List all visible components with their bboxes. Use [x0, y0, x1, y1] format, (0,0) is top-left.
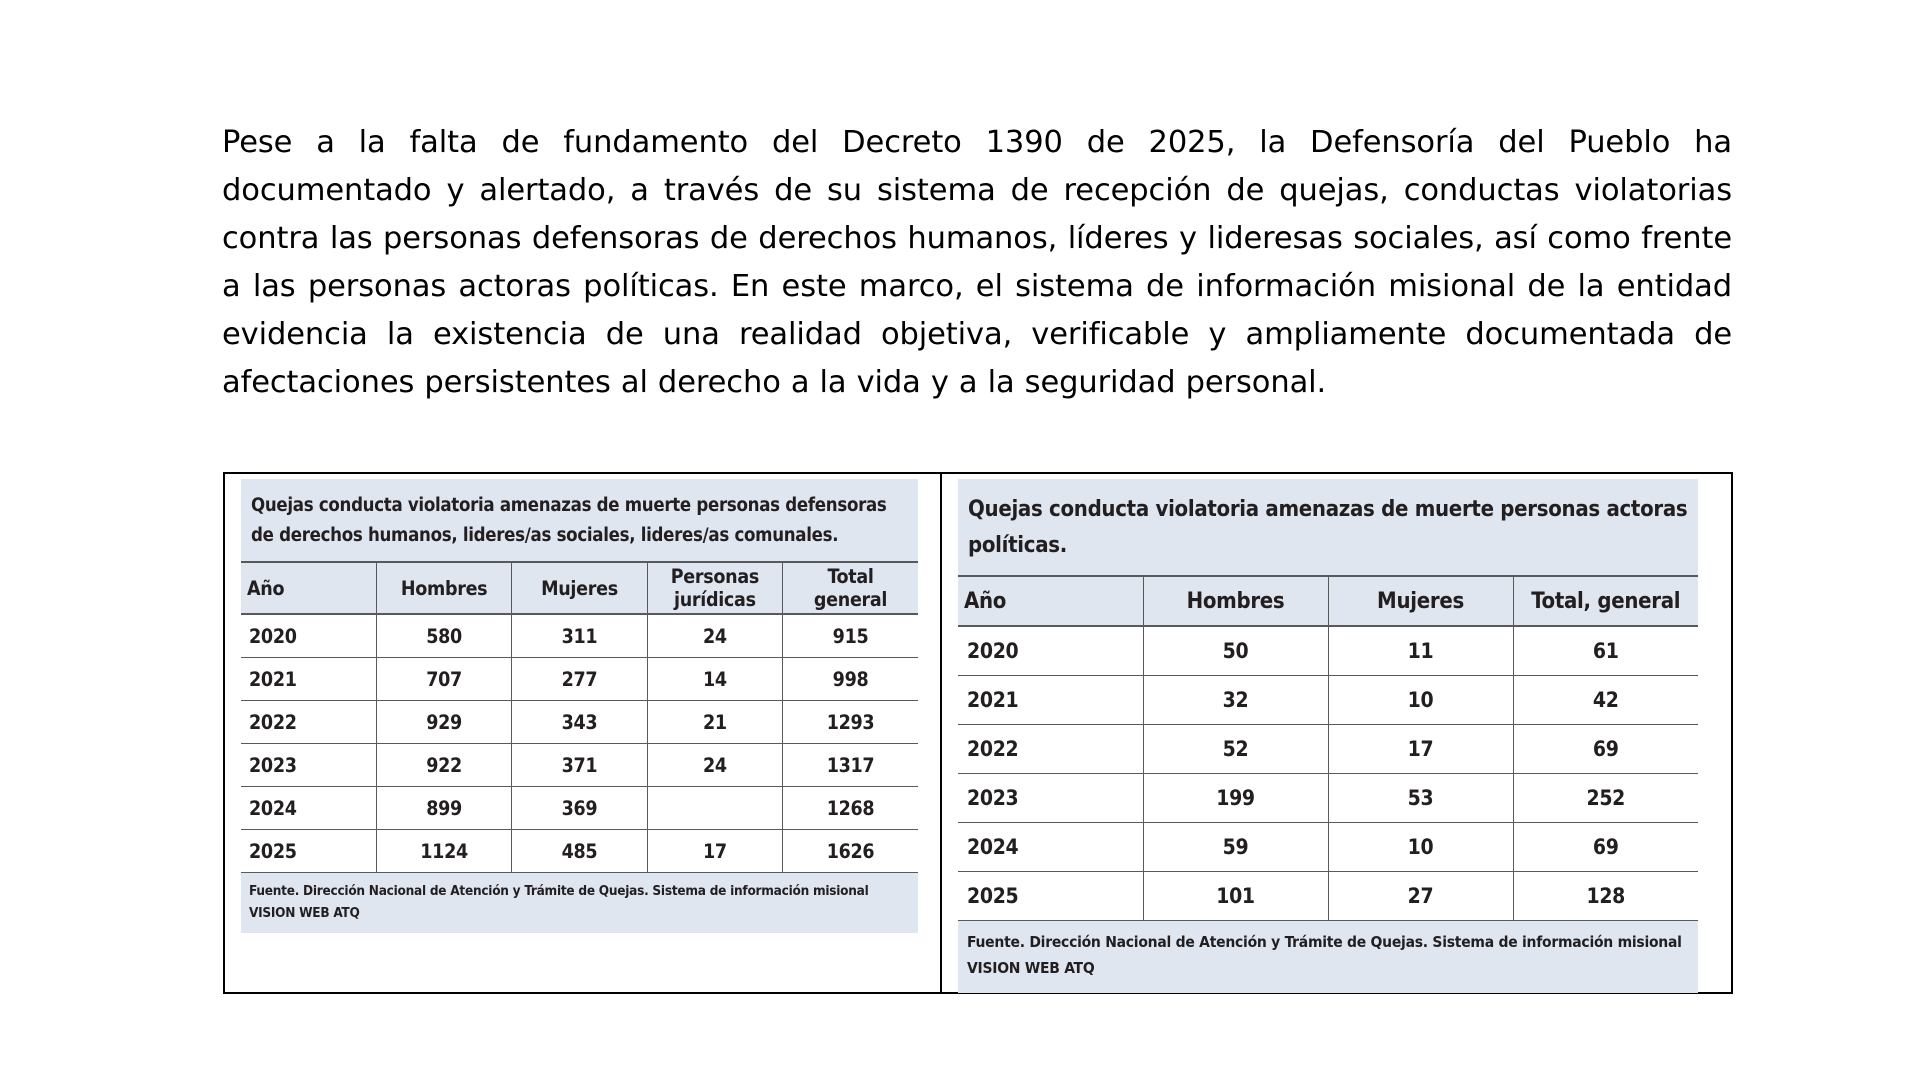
column-header-personas-juridicas: Personas jurídicas: [647, 562, 782, 614]
cell-anio: 2023: [958, 774, 1143, 823]
cell-personas-juridicas: 14: [647, 658, 782, 701]
body-paragraph: Pese a la falta de fundamento del Decreto 1390 de 2025, la Defensoría del Pueblo ha documentado y alertado, a través de su sistema de recepción de quejas, conductas violatorias contra las personas defensoras de derechos humanos, líderes y lideresas sociales, así como frente a las personas actoras políticas. En este marco, el sistema de información misional de la entidad evidencia la existencia de una realidad objetiva, verificable y ampliamente documentada de afectaciones persistentes al derecho a la vida y a la seguridad personal.: [222, 124, 1732, 400]
table-row: [958, 676, 1698, 725]
table-row: [241, 830, 918, 873]
column-header-mujeres: Mujeres: [512, 562, 647, 614]
cell-anio: 2023: [241, 744, 376, 787]
cell-hombres: 922: [376, 744, 511, 787]
cell-anio: 2020: [958, 626, 1143, 676]
cell-anio: 2024: [958, 823, 1143, 872]
cell-hombres: 101: [1143, 872, 1328, 921]
table-row: [958, 774, 1698, 823]
cell-mujeres: 311: [512, 614, 647, 658]
column-header-hombres: Hombres: [376, 562, 511, 614]
cell-mujeres: 10: [1328, 676, 1513, 725]
table-frame-left: [223, 472, 941, 994]
cell-personas-juridicas: 21: [647, 701, 782, 744]
table-left-body: [241, 614, 918, 933]
cell-total: 1317: [783, 744, 918, 787]
cell-anio: 2021: [958, 676, 1143, 725]
column-header-total-general: Total, general: [1513, 576, 1698, 626]
cell-total: 998: [783, 658, 918, 701]
cell-total: 1293: [783, 701, 918, 744]
cell-total: 915: [783, 614, 918, 658]
table-left-source-row: [241, 873, 918, 934]
cell-total: 1626: [783, 830, 918, 873]
column-header-mujeres: Mujeres: [1328, 576, 1513, 626]
cell-hombres: 59: [1143, 823, 1328, 872]
cell-hombres: 1124: [376, 830, 511, 873]
table-frame-right: [941, 472, 1733, 994]
cell-mujeres: 27: [1328, 872, 1513, 921]
cell-total: 42: [1513, 676, 1698, 725]
cell-mujeres: 369: [512, 787, 647, 830]
cell-hombres: 899: [376, 787, 511, 830]
cell-personas-juridicas: 24: [647, 614, 782, 658]
cell-total: 128: [1513, 872, 1698, 921]
cell-mujeres: 17: [1328, 725, 1513, 774]
table-right-source-note: Fuente. Dirección Nacional de Atención y Trámite de Quejas. Sistema de información misional VISION WEB ATQ: [958, 921, 1698, 994]
tables-container: [223, 472, 1733, 994]
table-row: [241, 744, 918, 787]
cell-mujeres: 343: [512, 701, 647, 744]
table-left-wrapper: [241, 479, 918, 933]
cell-anio: 2021: [241, 658, 376, 701]
cell-total: 69: [1513, 823, 1698, 872]
cell-mujeres: 371: [512, 744, 647, 787]
table-right-source-row: [958, 921, 1698, 994]
cell-anio: 2025: [241, 830, 376, 873]
table-row: [241, 658, 918, 701]
cell-hombres: 50: [1143, 626, 1328, 676]
cell-hombres: 929: [376, 701, 511, 744]
cell-hombres: 580: [376, 614, 511, 658]
table-left-header-row: [241, 562, 918, 614]
column-header-total-general: Total general: [783, 562, 918, 614]
cell-anio: 2022: [958, 725, 1143, 774]
cell-personas-juridicas: 17: [647, 830, 782, 873]
cell-total: 252: [1513, 774, 1698, 823]
table-right-wrapper: [958, 479, 1698, 993]
cell-hombres: 707: [376, 658, 511, 701]
cell-mujeres: 11: [1328, 626, 1513, 676]
cell-total: 69: [1513, 725, 1698, 774]
cell-mujeres: 485: [512, 830, 647, 873]
cell-anio: 2020: [241, 614, 376, 658]
cell-anio: 2025: [958, 872, 1143, 921]
table-row: [241, 701, 918, 744]
table-row: [241, 787, 918, 830]
column-header-anio: Año: [958, 576, 1143, 626]
cell-mujeres: 53: [1328, 774, 1513, 823]
cell-anio: 2022: [241, 701, 376, 744]
table-right-caption: Quejas conducta violatoria amenazas de muerte personas actoras políticas.: [958, 479, 1698, 576]
table-left-head: [241, 479, 918, 614]
table-left-caption-row: [241, 479, 918, 562]
cell-hombres: 52: [1143, 725, 1328, 774]
cell-personas-juridicas: 24: [647, 744, 782, 787]
column-header-anio: Año: [241, 562, 376, 614]
cell-total: 1268: [783, 787, 918, 830]
table-left-caption: Quejas conducta violatoria amenazas de muerte personas defensoras de derechos humanos, lideres/as sociales, lideres/as comunales.: [241, 479, 918, 562]
table-right-header-row: [958, 576, 1698, 626]
table-row: [958, 725, 1698, 774]
table-row: [241, 614, 918, 658]
cell-hombres: 199: [1143, 774, 1328, 823]
table-right-body: [958, 626, 1698, 993]
column-header-hombres: Hombres: [1143, 576, 1328, 626]
cell-mujeres: 277: [512, 658, 647, 701]
table-right-caption-row: [958, 479, 1698, 576]
table-right-head: [958, 479, 1698, 626]
cell-anio: 2024: [241, 787, 376, 830]
cell-mujeres: 10: [1328, 823, 1513, 872]
table-left-source-note: Fuente. Dirección Nacional de Atención y Trámite de Quejas. Sistema de información misional VISION WEB ATQ: [241, 873, 918, 934]
table-actores-politicos: [958, 479, 1698, 993]
cell-total: 61: [1513, 626, 1698, 676]
table-defensores: [241, 479, 918, 933]
table-row: [958, 823, 1698, 872]
cell-hombres: 32: [1143, 676, 1328, 725]
table-row: [958, 872, 1698, 921]
cell-personas-juridicas: [647, 787, 782, 830]
table-row: [958, 626, 1698, 676]
